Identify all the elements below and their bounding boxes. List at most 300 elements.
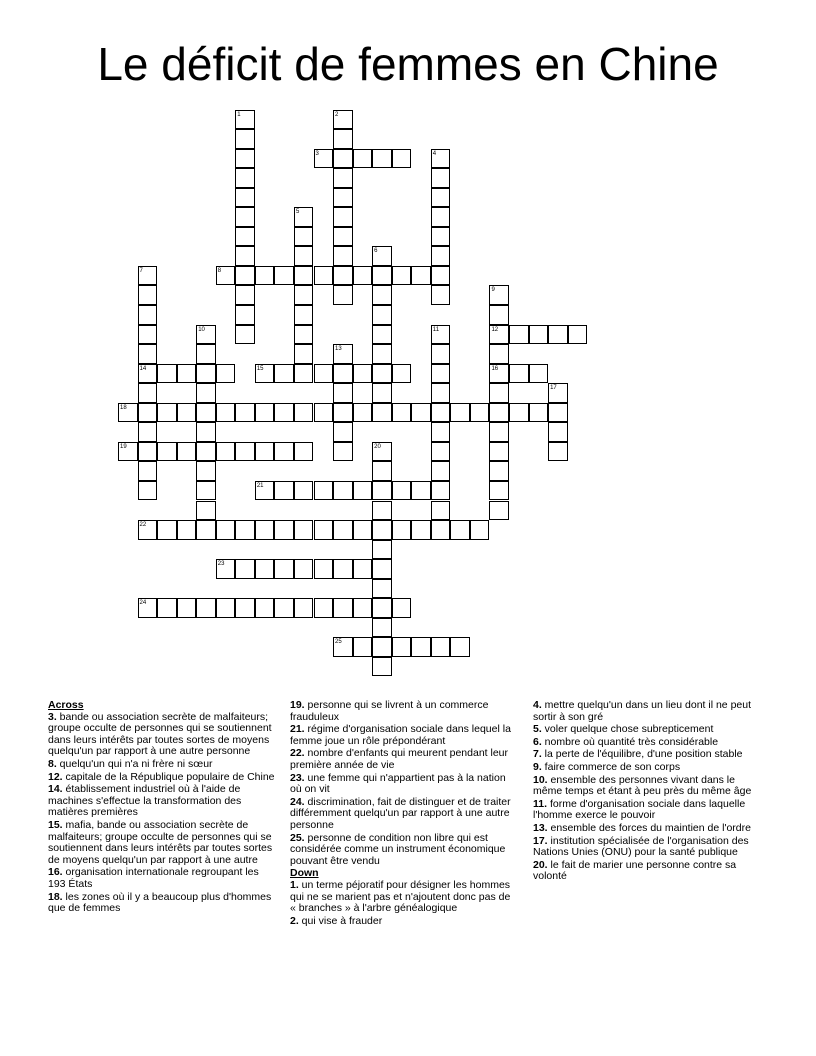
grid-cell[interactable]	[333, 364, 353, 384]
clue-text: régime d'organisation sociale dans lequel la femme joue un rôle prépondérant	[290, 723, 511, 747]
grid-cell[interactable]	[450, 403, 470, 423]
grid-cell[interactable]	[372, 579, 392, 599]
grid-cell[interactable]	[372, 403, 392, 423]
grid-cell[interactable]	[314, 266, 334, 286]
clue-number: 9.	[533, 760, 542, 773]
grid-cell[interactable]	[235, 149, 255, 169]
grid-cell[interactable]	[372, 325, 392, 345]
grid-cell[interactable]	[509, 325, 529, 345]
grid-cell[interactable]	[333, 442, 353, 462]
grid-cell[interactable]	[138, 344, 158, 364]
across-clue	[290, 833, 518, 868]
grid-cell[interactable]	[157, 520, 177, 540]
clues-column-1	[48, 700, 276, 916]
grid-cell[interactable]	[314, 559, 334, 579]
grid-cell[interactable]	[411, 520, 431, 540]
clue-number: 8	[217, 267, 222, 274]
grid-cell[interactable]	[235, 188, 255, 208]
grid-cell[interactable]	[431, 266, 451, 286]
grid-cell[interactable]	[235, 129, 255, 149]
clue-number: 13	[335, 346, 342, 353]
grid-cell[interactable]	[216, 266, 236, 286]
across-clue	[48, 820, 276, 866]
grid-cell[interactable]	[216, 442, 236, 462]
clue-number: 24	[139, 600, 147, 607]
grid-cell[interactable]	[255, 481, 275, 501]
grid-cell[interactable]	[411, 637, 431, 657]
grid-cell[interactable]	[294, 442, 314, 462]
clue-text: établissement industriel où à l'aide de machines s'effectue la transformation des matières premières	[48, 783, 242, 819]
grid-cell[interactable]	[235, 325, 255, 345]
down-clue	[533, 836, 761, 859]
down-clue	[533, 749, 761, 761]
down-clues-list-continued	[533, 700, 761, 883]
grid-cell[interactable]	[353, 559, 373, 579]
grid-cell[interactable]	[196, 461, 216, 481]
grid-cell[interactable]	[255, 266, 275, 286]
grid-cell[interactable]	[489, 285, 509, 305]
grid-cell[interactable]	[235, 598, 255, 618]
down-clue	[290, 880, 518, 915]
grid-cell[interactable]	[431, 520, 451, 540]
grid-cell[interactable]	[294, 520, 314, 540]
grid-cell[interactable]	[333, 403, 353, 423]
grid-cell[interactable]	[431, 481, 451, 501]
clues-column-2	[290, 700, 518, 928]
grid-cell[interactable]	[489, 325, 509, 345]
grid-cell[interactable]	[138, 364, 158, 384]
grid-cell[interactable]	[392, 637, 412, 657]
grid-cell[interactable]	[392, 403, 412, 423]
clue-number: 4.	[533, 699, 542, 711]
across-clue	[290, 773, 518, 796]
grid-cell[interactable]	[392, 266, 412, 286]
grid-cell[interactable]	[314, 481, 334, 501]
grid-cell[interactable]	[294, 559, 314, 579]
grid-cell[interactable]	[372, 344, 392, 364]
grid-cell[interactable]	[138, 442, 158, 462]
grid-cell[interactable]	[138, 403, 158, 423]
across-clue	[48, 772, 276, 784]
grid-cell[interactable]	[333, 188, 353, 208]
clue-text: ensemble des personnes vivant dans le même temps et étant à peu près du même âge	[533, 773, 752, 798]
grid-cell[interactable]	[235, 285, 255, 305]
clue-number: 7	[139, 267, 143, 274]
clue-number: 18.	[48, 890, 63, 903]
grid-cell[interactable]	[294, 246, 314, 266]
grid-cell[interactable]	[294, 344, 314, 364]
grid-cell[interactable]	[489, 403, 509, 423]
grid-cell[interactable]	[294, 266, 314, 286]
grid-cell[interactable]	[333, 422, 353, 442]
grid-cell[interactable]	[431, 383, 451, 403]
grid-cell[interactable]	[431, 637, 451, 657]
down-clue	[533, 823, 761, 835]
grid-cell[interactable]	[431, 168, 451, 188]
clue-number: 23.	[290, 771, 305, 784]
grid-cell[interactable]	[333, 559, 353, 579]
grid-cell[interactable]	[216, 559, 236, 579]
clue-text: organisation internationale regroupant les 193 États	[48, 866, 259, 890]
grid-cell[interactable]	[548, 325, 568, 345]
grid-cell[interactable]	[333, 637, 353, 657]
grid-cell[interactable]	[274, 520, 294, 540]
clue-number: 21	[256, 482, 264, 489]
grid-cell[interactable]	[529, 403, 549, 423]
grid-cell[interactable]	[353, 520, 373, 540]
grid-cell[interactable]	[548, 403, 568, 423]
grid-cell[interactable]	[235, 246, 255, 266]
grid-cell[interactable]	[431, 461, 451, 481]
across-clues-list-continued	[290, 700, 518, 867]
grid-cell[interactable]	[177, 520, 197, 540]
grid-cell[interactable]	[157, 598, 177, 618]
clue-number: 3.	[48, 710, 57, 723]
grid-cell[interactable]	[196, 442, 216, 462]
grid-cell[interactable]	[392, 481, 412, 501]
grid-cell[interactable]	[333, 207, 353, 227]
grid-cell[interactable]	[333, 266, 353, 286]
grid-cell[interactable]	[372, 383, 392, 403]
clue-text: les zones où il y a beaucoup plus d'hommes que de femmes	[48, 890, 272, 915]
grid-cell[interactable]	[255, 442, 275, 462]
grid-cell[interactable]	[353, 637, 373, 657]
grid-cell[interactable]	[294, 325, 314, 345]
grid-cell[interactable]	[177, 442, 197, 462]
grid-cell[interactable]	[333, 129, 353, 149]
grid-cell[interactable]	[157, 403, 177, 423]
clue-number: 11	[432, 326, 440, 333]
clue-text: bande ou association secrète de malfaiteurs; groupe occulte de personnes qui se soutiennent dans leurs intérêts par toutes sortes de moyens quelqu'un par rapport à une autre personne	[48, 710, 272, 758]
grid-cell[interactable]	[333, 168, 353, 188]
grid-cell[interactable]	[372, 246, 392, 266]
grid-cell[interactable]	[411, 403, 431, 423]
grid-cell[interactable]	[333, 481, 353, 501]
grid-cell[interactable]	[196, 364, 216, 384]
grid-cell[interactable]	[372, 461, 392, 481]
grid-cell[interactable]	[235, 305, 255, 325]
grid-cell[interactable]	[274, 403, 294, 423]
clue-number: 2.	[290, 914, 299, 927]
grid-cell[interactable]	[294, 598, 314, 618]
grid-cell[interactable]	[216, 598, 236, 618]
grid-cell[interactable]	[196, 383, 216, 403]
grid-cell[interactable]	[333, 227, 353, 247]
grid-cell[interactable]	[372, 540, 392, 560]
clue-text: ensemble des forces du maintien de l'ordre	[547, 821, 751, 834]
grid-cell[interactable]	[489, 442, 509, 462]
grid-cell[interactable]	[411, 266, 431, 286]
grid-cell[interactable]	[372, 364, 392, 384]
grid-cell[interactable]	[333, 598, 353, 618]
clue-number: 14.	[48, 783, 63, 796]
down-clue	[533, 737, 761, 749]
grid-cell[interactable]	[333, 383, 353, 403]
grid-cell[interactable]	[235, 168, 255, 188]
grid-cell[interactable]	[529, 325, 549, 345]
down-clue	[533, 799, 761, 822]
grid-cell[interactable]	[138, 520, 158, 540]
grid-cell[interactable]	[450, 637, 470, 657]
clue-number: 20	[374, 443, 381, 450]
clue-number: 21.	[290, 723, 305, 736]
grid-cell[interactable]	[294, 403, 314, 423]
clue-text: personne de condition non libre qui est considérée comme un instrument économique pouvant être vendu	[290, 831, 506, 867]
clue-text: nombre où quantité très considérable	[541, 735, 719, 748]
grid-cell[interactable]	[138, 285, 158, 305]
grid-cell[interactable]	[372, 285, 392, 305]
grid-cell[interactable]	[372, 305, 392, 325]
grid-cell[interactable]	[372, 501, 392, 521]
grid-cell[interactable]	[333, 285, 353, 305]
grid-cell[interactable]	[372, 598, 392, 618]
grid-cell[interactable]	[314, 598, 334, 618]
clue-text: mettre quelqu'un dans un lieu dont il ne peut sortir à son gré	[533, 699, 752, 723]
clue-number: 7.	[533, 748, 542, 761]
grid-cell[interactable]	[314, 149, 334, 169]
clue-number: 6	[374, 248, 378, 255]
grid-cell[interactable]	[431, 285, 451, 305]
grid-cell[interactable]	[314, 520, 334, 540]
grid-cell[interactable]	[489, 305, 509, 325]
grid-cell[interactable]	[353, 403, 373, 423]
grid-cell[interactable]	[138, 383, 158, 403]
grid-cell[interactable]	[333, 520, 353, 540]
clue-number: 5.	[533, 723, 542, 736]
grid-cell[interactable]	[548, 383, 568, 403]
clue-text: faire commerce de son corps	[541, 760, 681, 773]
clues-column-3	[533, 700, 761, 884]
grid-cell[interactable]	[118, 403, 138, 423]
grid-cell[interactable]	[235, 266, 255, 286]
grid-cell[interactable]	[392, 364, 412, 384]
page-title: Le déficit de femmes en Chine	[97, 38, 719, 90]
grid-cell[interactable]	[353, 266, 373, 286]
clue-number: 22.	[290, 747, 305, 760]
clue-text: quelqu'un qui n'a ni frère ni sœur	[56, 757, 213, 770]
grid-cell[interactable]	[235, 207, 255, 227]
across-clue	[290, 748, 518, 771]
grid-cell[interactable]	[333, 149, 353, 169]
grid-cell[interactable]	[470, 403, 490, 423]
grid-cell[interactable]	[138, 461, 158, 481]
clue-number: 3	[315, 150, 319, 157]
grid-cell[interactable]	[431, 344, 451, 364]
down-clue	[533, 860, 761, 883]
grid-cell[interactable]	[489, 501, 509, 521]
clue-number: 19	[120, 443, 127, 450]
grid-cell[interactable]	[392, 149, 412, 169]
grid-cell[interactable]	[274, 364, 294, 384]
grid-cell[interactable]	[177, 364, 197, 384]
clue-number: 16.	[48, 866, 63, 879]
down-clue	[533, 700, 761, 723]
grid-cell[interactable]	[255, 559, 275, 579]
clue-text: un terme péjoratif pour désigner les hommes qui ne se marient pas et n'ajoutent donc pas de « branches » à l'arbre généalogique	[290, 878, 511, 915]
grid-cell[interactable]	[255, 364, 275, 384]
grid-cell[interactable]	[548, 422, 568, 442]
clue-text: personne qui se livrent à un commerce frauduleux	[290, 699, 489, 723]
grid-cell[interactable]	[372, 520, 392, 540]
clue-number: 23	[217, 561, 225, 568]
grid-cell[interactable]	[294, 207, 314, 227]
grid-cell[interactable]	[333, 344, 353, 364]
grid-cell[interactable]	[138, 422, 158, 442]
down-clue	[533, 724, 761, 736]
grid-cell[interactable]	[274, 559, 294, 579]
grid-cell[interactable]	[196, 403, 216, 423]
clue-text: forme d'organisation sociale dans laquelle l'homme exerce le pouvoir	[533, 797, 746, 822]
clue-number: 19.	[290, 699, 305, 711]
grid-cell[interactable]	[274, 266, 294, 286]
grid-cell[interactable]	[372, 481, 392, 501]
grid-cell[interactable]	[177, 403, 197, 423]
grid-cell[interactable]	[235, 559, 255, 579]
clue-text: qui vise à frauder	[298, 914, 383, 927]
grid-cell[interactable]	[372, 442, 392, 462]
grid-cell[interactable]	[274, 598, 294, 618]
grid-cell[interactable]	[353, 364, 373, 384]
grid-cell[interactable]	[157, 364, 177, 384]
clue-number: 20.	[533, 858, 548, 871]
grid-cell[interactable]	[372, 266, 392, 286]
across-clue	[48, 759, 276, 771]
grid-cell[interactable]	[470, 520, 490, 540]
clue-text: nombre d'enfants qui meurent pendant leur première année de vie	[290, 747, 508, 771]
grid-cell[interactable]	[216, 403, 236, 423]
grid-cell[interactable]	[431, 442, 451, 462]
grid-cell[interactable]	[294, 285, 314, 305]
grid-cell[interactable]	[372, 149, 392, 169]
grid-cell[interactable]	[235, 110, 255, 130]
grid-cell[interactable]	[431, 188, 451, 208]
grid-cell[interactable]	[568, 325, 588, 345]
grid-cell[interactable]	[529, 364, 549, 384]
clue-number: 5	[295, 209, 300, 216]
grid-cell[interactable]	[255, 598, 275, 618]
grid-cell[interactable]	[235, 403, 255, 423]
grid-cell[interactable]	[157, 442, 177, 462]
clue-text: discrimination, fait de distinguer et de traiter différemment quelqu'un par rapport à une autre personne	[290, 795, 511, 831]
grid-cell[interactable]	[372, 657, 392, 677]
across-header: Across	[48, 699, 84, 711]
grid-cell[interactable]	[138, 481, 158, 501]
grid-cell[interactable]	[196, 422, 216, 442]
clue-number: 4	[432, 150, 437, 157]
grid-cell[interactable]	[216, 520, 236, 540]
grid-cell[interactable]	[431, 422, 451, 442]
clue-number: 10.	[533, 773, 548, 786]
grid-cell[interactable]	[196, 344, 216, 364]
clue-number: 15	[256, 365, 264, 372]
grid-cell[interactable]	[196, 598, 216, 618]
grid-cell[interactable]	[431, 364, 451, 384]
grid-cell[interactable]	[372, 618, 392, 638]
grid-cell[interactable]	[294, 227, 314, 247]
grid-cell[interactable]	[235, 520, 255, 540]
grid-cell[interactable]	[431, 227, 451, 247]
grid-cell[interactable]	[431, 403, 451, 423]
down-clue	[533, 762, 761, 774]
grid-cell[interactable]	[372, 559, 392, 579]
clue-text: voler quelque chose subrepticement	[541, 723, 714, 736]
clue-number: 1.	[290, 878, 299, 891]
grid-cell[interactable]	[489, 422, 509, 442]
grid-cell[interactable]	[333, 246, 353, 266]
grid-cell[interactable]	[353, 149, 373, 169]
grid-cell[interactable]	[314, 403, 334, 423]
grid-cell[interactable]	[118, 442, 138, 462]
grid-cell[interactable]	[509, 364, 529, 384]
clue-number: 24.	[290, 795, 305, 808]
grid-cell[interactable]	[431, 246, 451, 266]
clue-number: 6.	[533, 735, 542, 748]
across-clue	[48, 867, 276, 890]
clue-number: 12	[491, 326, 499, 333]
grid-cell[interactable]	[411, 481, 431, 501]
grid-cell[interactable]	[274, 481, 294, 501]
grid-cell[interactable]	[138, 598, 158, 618]
grid-cell[interactable]	[138, 305, 158, 325]
grid-cell[interactable]	[372, 637, 392, 657]
grid-cell[interactable]	[196, 501, 216, 521]
clue-number: 12.	[48, 770, 63, 783]
grid-cell[interactable]	[255, 520, 275, 540]
grid-cell[interactable]	[196, 481, 216, 501]
grid-cell[interactable]	[509, 403, 529, 423]
grid-cell[interactable]	[392, 598, 412, 618]
grid-cell[interactable]	[235, 227, 255, 247]
grid-cell[interactable]	[489, 383, 509, 403]
grid-cell[interactable]	[353, 481, 373, 501]
clue-number: 11.	[533, 797, 548, 810]
clue-text: une femme qui n'appartient pas à la nation où on vit	[290, 771, 506, 796]
grid-cell[interactable]	[489, 481, 509, 501]
grid-cell[interactable]	[294, 305, 314, 325]
down-clues-list	[290, 880, 518, 927]
grid-cell[interactable]	[196, 325, 216, 345]
grid-cell[interactable]	[196, 520, 216, 540]
grid-cell[interactable]	[255, 403, 275, 423]
grid-cell[interactable]	[138, 266, 158, 286]
grid-cell[interactable]	[489, 344, 509, 364]
grid-cell[interactable]	[431, 501, 451, 521]
grid-cell[interactable]	[489, 364, 509, 384]
grid-cell[interactable]	[489, 461, 509, 481]
grid-cell[interactable]	[314, 364, 334, 384]
grid-cell[interactable]	[294, 481, 314, 501]
clue-number: 17.	[533, 834, 548, 847]
grid-cell[interactable]	[274, 442, 294, 462]
grid-cell[interactable]	[235, 442, 255, 462]
clue-number: 16	[491, 365, 499, 372]
grid-cell[interactable]	[294, 364, 314, 384]
clue-number: 25.	[290, 831, 305, 844]
grid-cell[interactable]	[450, 520, 470, 540]
grid-cell[interactable]	[431, 325, 451, 345]
grid-cell[interactable]	[216, 364, 236, 384]
grid-cell[interactable]	[548, 442, 568, 462]
grid-cell[interactable]	[431, 207, 451, 227]
grid-cell[interactable]	[138, 325, 158, 345]
grid-cell[interactable]	[392, 520, 412, 540]
grid-cell[interactable]	[431, 149, 451, 169]
clue-number: 2	[335, 111, 339, 118]
clue-number: 10	[198, 326, 205, 333]
grid-cell[interactable]	[333, 110, 353, 130]
grid-cell[interactable]	[353, 598, 373, 618]
grid-cell[interactable]	[177, 598, 197, 618]
